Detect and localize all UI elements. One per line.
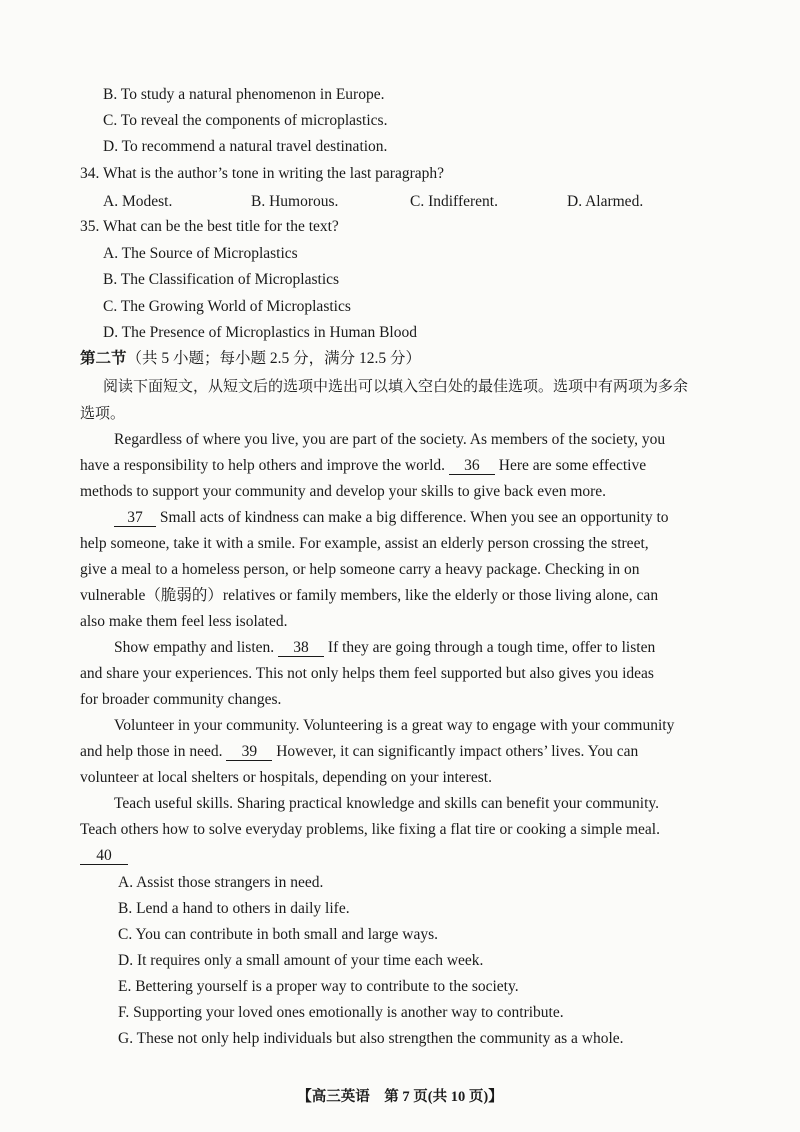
- section-note: （共 5 小题；每小题 2.5 分，满分 12.5 分）: [126, 350, 422, 367]
- q34-option-a: A. Modest.: [103, 193, 173, 210]
- passage-p2-line1: [114, 508, 669, 528]
- passage-p2-line2: help someone, take it with a smile. For example, assist an elderly person crossing the street,: [80, 535, 649, 552]
- passage-p5-line1: Teach useful skills. Sharing practical knowledge and skills can benefit your community.: [114, 795, 660, 812]
- passage-p2-line1-b: Small acts of kindness can make a big difference. When you see an opportunity to: [159, 509, 669, 526]
- q35-option-d: D. The Presence of Microplastics in Human Blood: [103, 324, 417, 341]
- blank-38: 38: [278, 639, 324, 657]
- passage-p1-line2-a: have a responsibility to help others and improve the world.: [80, 457, 446, 474]
- passage-p4-line3: volunteer at local shelters or hospitals, depending on your interest.: [80, 769, 492, 786]
- passage-p3-line1: [114, 638, 655, 658]
- section-title: 第二节: [80, 350, 127, 367]
- q35-option-b: B. The Classification of Microplastics: [103, 271, 340, 288]
- q35-option-c: C. The Growing World of Microplastics: [103, 298, 351, 315]
- passage-p1-line2-b: Here are some effective: [498, 457, 647, 474]
- q35-stem: 35. What can be the best title for the text?: [80, 218, 339, 235]
- blank-37: 37: [114, 509, 156, 527]
- passage-p1-line1: Regardless of where you live, you are part of the society. As members of the society, you: [114, 431, 666, 448]
- choice-c: C. You can contribute in both small and large ways.: [118, 926, 439, 943]
- passage-p1-line2: [80, 456, 646, 476]
- passage-p2-line3: give a meal to a homeless person, or help someone carry a heavy package. Checking in on: [80, 561, 640, 578]
- blank-40: 40: [80, 847, 128, 865]
- passage-p4-line1: Volunteer in your community. Volunteering is a great way to engage with your community: [114, 717, 675, 734]
- q34-options: [0, 192, 800, 212]
- q33-option-c: C. To reveal the components of microplastics.: [103, 112, 388, 129]
- choice-e: E. Bettering yourself is a proper way to contribute to the society.: [118, 978, 519, 995]
- q34-stem: 34. What is the author’s tone in writing the last paragraph?: [80, 165, 445, 182]
- passage-p5-line3: [80, 846, 128, 866]
- choice-g: G. These not only help individuals but also strengthen the community as a whole.: [118, 1030, 624, 1047]
- passage-p5-line2: Teach others how to solve everyday problems, like fixing a flat tire or cooking a simple meal.: [80, 821, 660, 838]
- passage-p3-line1-b: If they are going through a tough time, offer to listen: [327, 639, 656, 656]
- section-instruction-1: 阅读下面短文，从短文后的选项中选出可以填入空白处的最佳选项。选项中有两项为多余: [103, 379, 689, 395]
- passage-p3-line3: for broader community changes.: [80, 691, 282, 708]
- choice-f: F. Supporting your loved ones emotionally is another way to contribute.: [118, 1004, 564, 1021]
- q33-option-d: D. To recommend a natural travel destination.: [103, 138, 388, 155]
- q34-option-c: C. Indifferent.: [410, 193, 498, 210]
- choice-b: B. Lend a hand to others in daily life.: [118, 900, 350, 917]
- passage-p2-line4: vulnerable（脆弱的）relatives or family members, like the elderly or those living alone, can: [80, 587, 659, 604]
- section-heading: [80, 349, 421, 369]
- q34-option-b: B. Humorous.: [251, 193, 339, 210]
- passage-p1-line3: methods to support your community and develop your skills to give back even more.: [80, 483, 607, 500]
- passage-p4-line2: [80, 742, 638, 762]
- passage-p4-line2-b: However, it can significantly impact others’ lives. You can: [276, 743, 639, 760]
- passage-p3-line1-a: Show empathy and listen.: [114, 639, 275, 656]
- passage-p2-line5: also make them feel less isolated.: [80, 613, 288, 630]
- q33-option-b: B. To study a natural phenomenon in Europe.: [103, 86, 385, 103]
- blank-36: 36: [449, 457, 495, 475]
- blank-39: 39: [226, 743, 272, 761]
- page-footer: 【高三英语 第 7 页(共 10 页)】: [297, 1089, 503, 1105]
- section-instruction-2: 选项。: [80, 406, 126, 422]
- q34-option-d: D. Alarmed.: [567, 193, 644, 210]
- q35-option-a: A. The Source of Microplastics: [103, 245, 298, 262]
- choice-d: D. It requires only a small amount of your time each week.: [118, 952, 484, 969]
- choice-a: A. Assist those strangers in need.: [118, 874, 324, 891]
- passage-p3-line2: and share your experiences. This not only helps them feel supported but also gives you ideas: [80, 665, 654, 682]
- passage-p4-line2-a: and help those in need.: [80, 743, 223, 760]
